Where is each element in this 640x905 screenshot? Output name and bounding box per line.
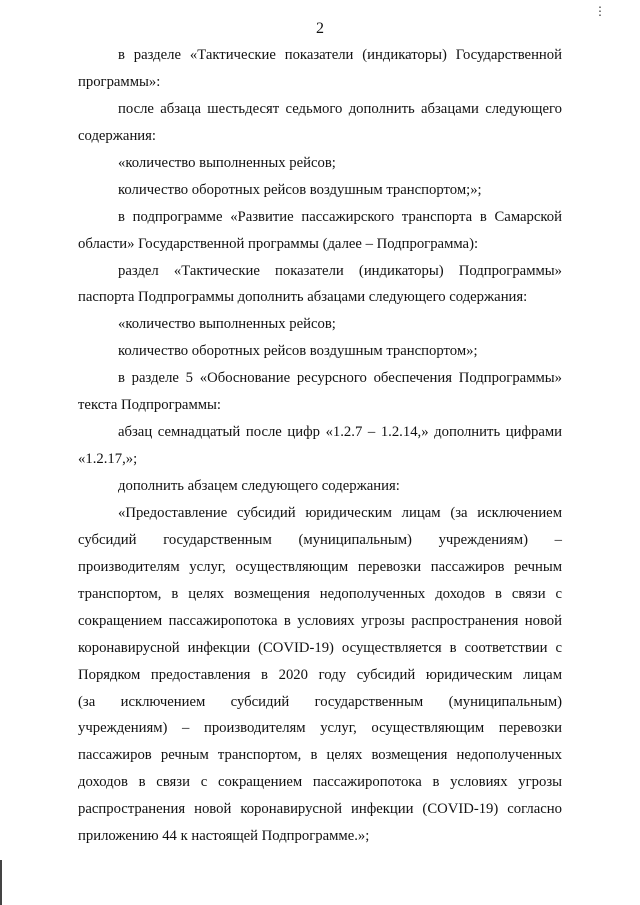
scan-edge-line [0,860,2,905]
text-line: приложению 44 к настоящей Подпрограмме.»; [78,828,370,845]
page-number: 2 [316,20,324,37]
text-line: паспорта Подпрограммы дополнить абзацами следующего содержания: [78,289,528,306]
document-body [78,42,562,850]
text-line: раздел «Тактические показатели (индикаторы) Подпрограммы» [118,262,562,279]
text-line: пассажиров речным транспортом, в целях возмещения недополученных [78,747,562,764]
text-line: распространения новой коронавирусной инфекции (COVID-19) согласно [78,801,562,818]
text-line: «Предоставление субсидий юридическим лицам (за исключением [118,504,562,521]
text-line: количество оборотных рейсов воздушным транспортом»; [118,343,478,360]
text-line: дополнить абзацем следующего содержания: [118,478,400,494]
scan-mark: ⋮ [594,4,606,18]
text-line: (за исключением субсидий государственным (муниципальным) [78,693,562,710]
text-line: учреждениям) – производителям услуг, осуществляющим перевозки [78,720,562,737]
text-line: содержания: [78,127,156,144]
text-line: сокращением пассажиропотока в условиях угрозы распространения новой [78,612,562,629]
text-line: программы»: [78,73,161,90]
text-line: доходов в связи с сокращением пассажиропотока в условиях угрозы [78,774,562,791]
text-line: субсидий государственным (муниципальным) учреждениям) – [78,531,562,548]
text-line: абзац семнадцатый после цифр «1.2.7 – 1.2.14,» дополнить цифрами [118,424,562,441]
text-line: производителям услуг, осуществляющим перевозки пассажиров речным [78,558,562,575]
text-line: «количество выполненных рейсов; [118,316,336,333]
text-line: транспортом, в целях возмещения недополученных доходов в связи с [78,585,562,602]
text-line: в разделе 5 «Обоснование ресурсного обеспечения Подпрограммы» [118,370,562,387]
text-line: после абзаца шестьдесят седьмого дополнить абзацами следующего [118,100,562,117]
text-line: области» Государственной программы (далее – Подпрограмма): [78,235,479,252]
text-line: «количество выполненных рейсов; [118,154,336,171]
text-line: количество оборотных рейсов воздушным транспортом;»; [118,181,482,198]
text-line: «1.2.17,»; [78,451,138,468]
text-line: в разделе «Тактические показатели (индикаторы) Государственной [118,47,562,63]
text-line: коронавирусной инфекции (COVID-19) осуществляется в соответствии с [78,639,562,656]
text-line: текста Подпрограммы: [78,397,221,414]
text-line: в подпрограмме «Развитие пассажирского транспорта в Самарской [118,208,562,225]
text-line: Порядком предоставления в 2020 году субсидий юридическим лицам [78,666,562,683]
